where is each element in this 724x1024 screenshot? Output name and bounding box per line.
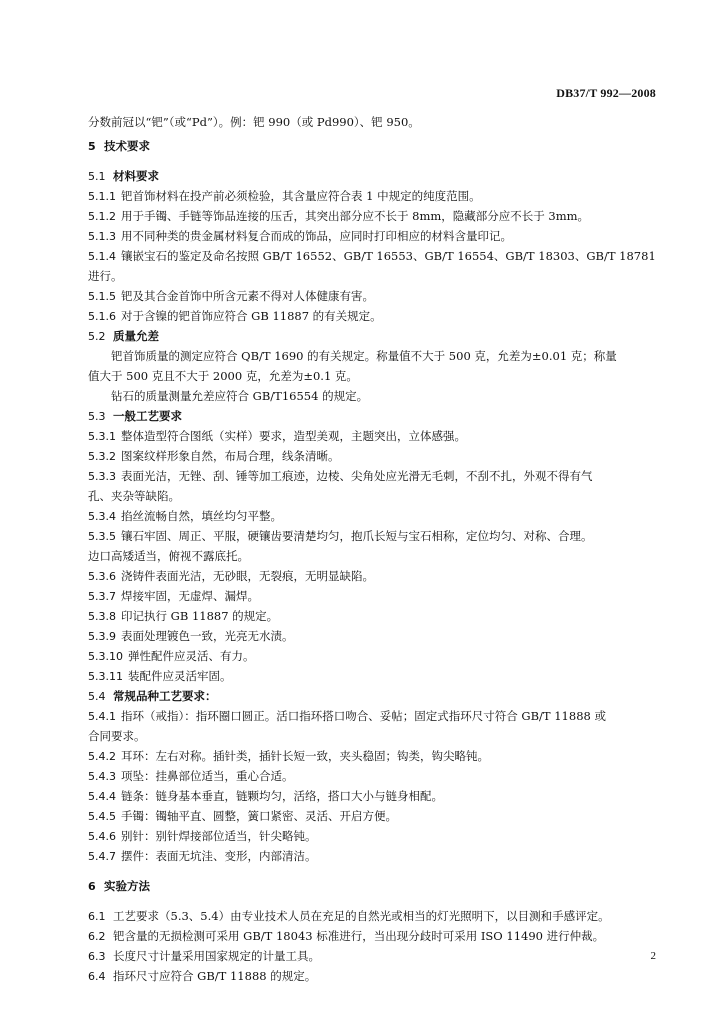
clause-6-1: 6.1 工艺要求（5.3、5.4）由专业技术人员在充足的自然光或相当的灯光照明下，以目测和手感评定。 [88, 909, 610, 923]
section-heading-5 [88, 136, 660, 156]
paragraph-5-2-b: 钻石的质量测量允差应符合 GB/T16554 的规定。 [111, 389, 369, 403]
clause-5-1-5: 5.1.5 钯及其合金首饰中所含元素不得对人体健康有害。 [88, 289, 374, 303]
clause-5-3-11: 5.3.11 装配件应灵活牢固。 [88, 669, 232, 683]
clause-5-3-4: 5.3.4 掐丝流畅自然，填丝均匀平整。 [88, 509, 282, 523]
page-number: 2 [650, 950, 656, 962]
clause-5-4-1-cont: 合同要求。 [88, 729, 146, 743]
section-number: 5.4 [88, 690, 106, 703]
section-title: 材料要求 [113, 169, 159, 183]
clause-5-1-4-cont: 进行。 [88, 269, 123, 283]
clause-5-3-8: 5.3.8 印记执行 GB 11887 的规定。 [88, 609, 279, 623]
section-heading-5-1 [88, 166, 660, 186]
clause-5-4-4: 5.4.4 链条：链身基本垂直，链颗均匀，活络，搭口大小与链身相配。 [88, 789, 443, 803]
section-number: 5.3 [88, 410, 106, 423]
clause-5-1-1: 5.1.1 钯首饰材料在投产前必须检验，其含量应符合表 1 中规定的纯度范围。 [88, 189, 481, 203]
clause-5-4-1: 5.4.1 指环（戒指）：指环圈口圆正。活口指环搭口吻合、妥帖；固定式指环尺寸符合 GB/T 11888 或 [88, 709, 606, 723]
clause-5-3-3: 5.3.3 表面光洁，无锉、刮、锤等加工痕迹，边棱、尖角处应光滑无毛刺，不刮不扎，外观不得有气 [88, 469, 593, 483]
clause-5-4-7: 5.4.7 摆件：表面无坑洼、变形，内部清洁。 [88, 849, 317, 863]
clause-5-3-10: 5.3.10 弹性配件应灵活、有力。 [88, 649, 255, 663]
section-title: 一般工艺要求 [113, 409, 182, 423]
clause-5-4-3: 5.4.3 项坠：挂鼻部位适当，重心合适。 [88, 769, 294, 783]
clause-5-3-5: 5.3.5 镶石牢固、周正、平服，硬镶齿要清楚均匀，抱爪长短与宝石相称，定位均匀、对称、合理。 [88, 529, 593, 543]
clause-5-3-5-cont: 边口高矮适当，俯视不露底托。 [88, 549, 249, 563]
section-number: 5 [88, 140, 96, 153]
section-number: 5.1 [88, 170, 106, 183]
section-number: 5.2 [88, 330, 106, 343]
clause-5-3-9: 5.3.9 表面处理镀色一致，光亮无水渍。 [88, 629, 294, 643]
document-body [88, 112, 660, 986]
section-heading-5-4 [88, 686, 660, 706]
clause-5-3-1: 5.3.1 整体造型符合图纸（实样）要求，造型美观，主题突出，立体感强。 [88, 429, 466, 443]
clause-5-4-2: 5.4.2 耳环：左右对称。插针类，插针长短一致，夹头稳固；钩类，钩尖略钝。 [88, 749, 489, 763]
clause-5-4-6: 5.4.6 别针：别针焊接部位适当，针尖略钝。 [88, 829, 317, 843]
paragraph-5-2-a-cont: 值大于 500 克且不大于 2000 克，允差为±0.1 克。 [88, 369, 358, 383]
section-number: 6 [88, 880, 96, 893]
paragraph-continuation: 分数前冠以“钯”（或“Pd”）。例：钯 990（或 Pd990）、钯 950。 [88, 115, 420, 129]
section-heading-5-2 [88, 326, 660, 346]
clause-5-3-7: 5.3.7 焊接牢固，无虚焊、漏焊。 [88, 589, 259, 603]
clause-5-1-3: 5.1.3 用不同种类的贵金属材料复合而成的饰品，应同时打印相应的材料含量印记。 [88, 229, 512, 243]
clause-5-4-5: 5.4.5 手镯：镯轴平直、圆整，簧口紧密、灵活、开启方便。 [88, 809, 397, 823]
clause-5-1-4: 5.1.4 镶嵌宝石的鉴定及命名按照 GB/T 16552、GB/T 16553、GB/T 16554、GB/T 18303、GB/T 18781 [88, 249, 656, 263]
clause-5-1-6: 5.1.6 对于含镍的钯首饰应符合 GB 11887 的有关规定。 [88, 309, 382, 323]
document-code: DB37/T 992—2008 [556, 86, 656, 100]
clause-6-4: 6.4 指环尺寸应符合 GB/T 11888 的规定。 [88, 969, 317, 983]
section-heading-6 [88, 876, 660, 896]
clause-6-3: 6.3 长度尺寸计量采用国家规定的计量工具。 [88, 949, 320, 963]
section-title: 技术要求 [104, 139, 150, 153]
section-title: 常规品种工艺要求： [113, 689, 217, 703]
clause-5-1-2: 5.1.2 用于手镯、手链等饰品连接的压舌，其突出部分应不长于 8mm，隐藏部分应不长于 3mm。 [88, 209, 590, 223]
clause-5-3-2: 5.3.2 图案纹样形象自然，布局合理，线条清晰。 [88, 449, 340, 463]
clause-5-3-6: 5.3.6 浇铸件表面光洁，无砂眼，无裂痕，无明显缺陷。 [88, 569, 374, 583]
section-heading-5-3 [88, 406, 660, 426]
section-title: 实验方法 [104, 879, 150, 893]
paragraph-5-2-a: 钯首饰质量的测定应符合 QB/T 1690 的有关规定。称量值不大于 500 克，允差为±0.01 克；称量 [111, 349, 617, 363]
section-title: 质量允差 [113, 329, 159, 343]
clause-5-3-3-cont: 孔、夹杂等缺陷。 [88, 489, 180, 503]
clause-6-2: 6.2 钯含量的无损检测可采用 GB/T 18043 标准进行，当出现分歧时可采用 ISO 11490 进行仲裁。 [88, 929, 605, 943]
